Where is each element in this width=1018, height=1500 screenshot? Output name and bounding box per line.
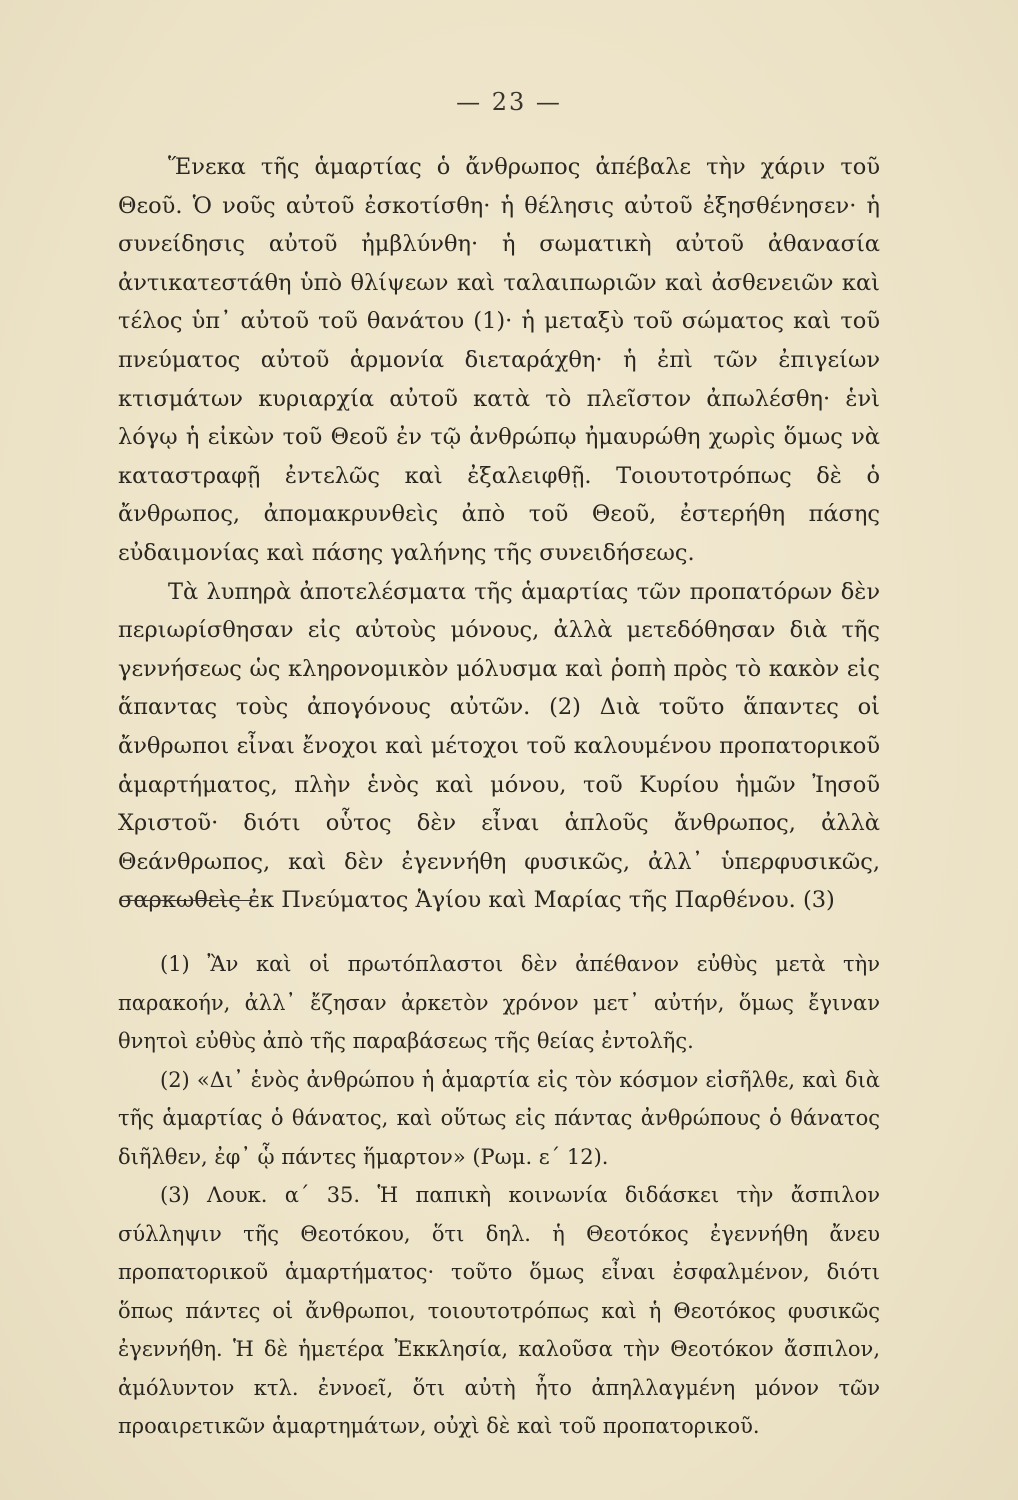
footnote-3: (3) Λουκ. α΄ 35. Ἡ παπικὴ κοινωνία διδάσκει τὴν ἄσπιλον σύλληψιν τῆς Θεοτόκου, ὅτι δηλ. ἡ Θεοτόκος ἐγεννήθη ἄνευ προπατορικοῦ ἁμαρτήματος· τοῦτο ὅμως εἶναι ἐσφαλμένον, διότι ὅπως πάντες οἱ ἄνθρωποι, τοιουτοτρόπως καὶ ἡ Θεοτόκος φυσικῶς ἐγεννήθη. Ἡ δὲ ἡμετέρα Ἐκκλησία, καλοῦσα τὴν Θεοτόκον ἄσπιλον, ἀμόλυντον κτλ. ἐννοεῖ, ὅτι αὐτὴ ἦτο ἀπηλλαγμένη μόνον τῶν προαιρετικῶν ἁμαρτημάτων, οὐχὶ δὲ καὶ τοῦ προπατορικοῦ. — [118, 1183, 880, 1438]
main-text — [118, 148, 880, 920]
footnote-separator — [120, 900, 258, 901]
footnotes — [118, 945, 880, 1446]
paragraph-1: Ἕνεκα τῆς ἁμαρτίας ὁ ἄνθρωπος ἀπέβαλε τὴν χάριν τοῦ Θεοῦ. Ὁ νοῦς αὐτοῦ ἐσκοτίσθη· ἡ θέλησις αὐτοῦ ἐξησθένησεν· ἡ συνείδησις αὐτοῦ ἠμβλύνθη· ἡ σωματικὴ αὐτοῦ ἀθανασία ἀντικατεστάθη ὑπὸ θλίψεων καὶ ταλαιπωριῶν καὶ ἀσθενειῶν καὶ τέλος ὑπ᾿ αὐτοῦ τοῦ θανάτου (1)· ἡ μεταξὺ τοῦ σώματος καὶ τοῦ πνεύματος αὐτοῦ ἁρμονία διεταράχθη· ἡ ἐπὶ τῶν ἐπιγείων κτισμάτων κυριαρχία αὐτοῦ κατὰ τὸ πλεῖστον ἀπωλέσθη· ἑνὶ λόγῳ ἡ εἰκὼν τοῦ Θεοῦ ἐν τῷ ἀνθρώπῳ ἠμαυρώθη χωρὶς ὅμως νὰ καταστραφῇ ἐντελῶς καὶ ἐξαλειφθῇ. Τοιουτοτρόπως δὲ ὁ ἄνθρωπος, ἀπομακρυνθεὶς ἀπὸ τοῦ Θεοῦ, ἐστερήθη πάσης εὐδαιμονίας καὶ πάσης γαλήνης τῆς συνειδήσεως. — [118, 154, 880, 566]
paragraph-2: Τὰ λυπηρὰ ἀποτελέσματα τῆς ἁμαρτίας τῶν προπατόρων δὲν περιωρίσθησαν εἰς αὐτοὺς μόνους, ἀλλὰ μετεδόθησαν διὰ τῆς γεννήσεως ὡς κληρονομικὸν μόλυσμα καὶ ῥοπὴ πρὸς τὸ κακὸν εἰς ἅπαντας τοὺς ἀπογόνους αὐτῶν. (2) Διὰ τοῦτο ἅπαντες οἱ ἄνθρωποι εἶναι ἔνοχοι καὶ μέτοχοι τοῦ καλουμένου προπατορικοῦ ἁμαρτήματος, πλὴν ἑνὸς καὶ μόνου, τοῦ Κυρίου ἡμῶν Ἰησοῦ Χριστοῦ· διότι οὗτος δὲν εἶναι ἁπλοῦς ἄνθρωπος, ἀλλὰ Θεάνθρωπος, καὶ δὲν ἐγεννήθη φυσικῶς, ἀλλ᾿ ὑπερφυσικῶς, σαρκωθεὶς ἐκ Πνεύματος Ἁγίου καὶ Μαρίας τῆς Παρθένου. (3) — [118, 578, 880, 914]
footnote-2: (2) «Δι᾿ ἑνὸς ἀνθρώπου ἡ ἁμαρτία εἰς τὸν κόσμον εἰσῆλθε, καὶ διὰ τῆς ἁμαρτίας ὁ θάνατος, καὶ οὕτως εἰς πάντας ἀνθρώπους ὁ θάνατος διῆλθεν, ἐφ᾿ ᾧ πάντες ἥμαρτον» (Ρωμ. ε΄ 12). — [118, 1067, 880, 1169]
page-number: — 23 — — [456, 88, 562, 116]
footnote-1: (1) Ἂν καὶ οἱ πρωτόπλαστοι δὲν ἀπέθανον εὐθὺς μετὰ τὴν παρακοήν, ἀλλ᾿ ἔζησαν ἀρκετὸν χρόνον μετ᾿ αὐτήν, ὅμως ἔγιναν θνητοὶ εὐθὺς ἀπὸ τῆς παραβάσεως τῆς θείας ἐντολῆς. — [118, 952, 880, 1053]
